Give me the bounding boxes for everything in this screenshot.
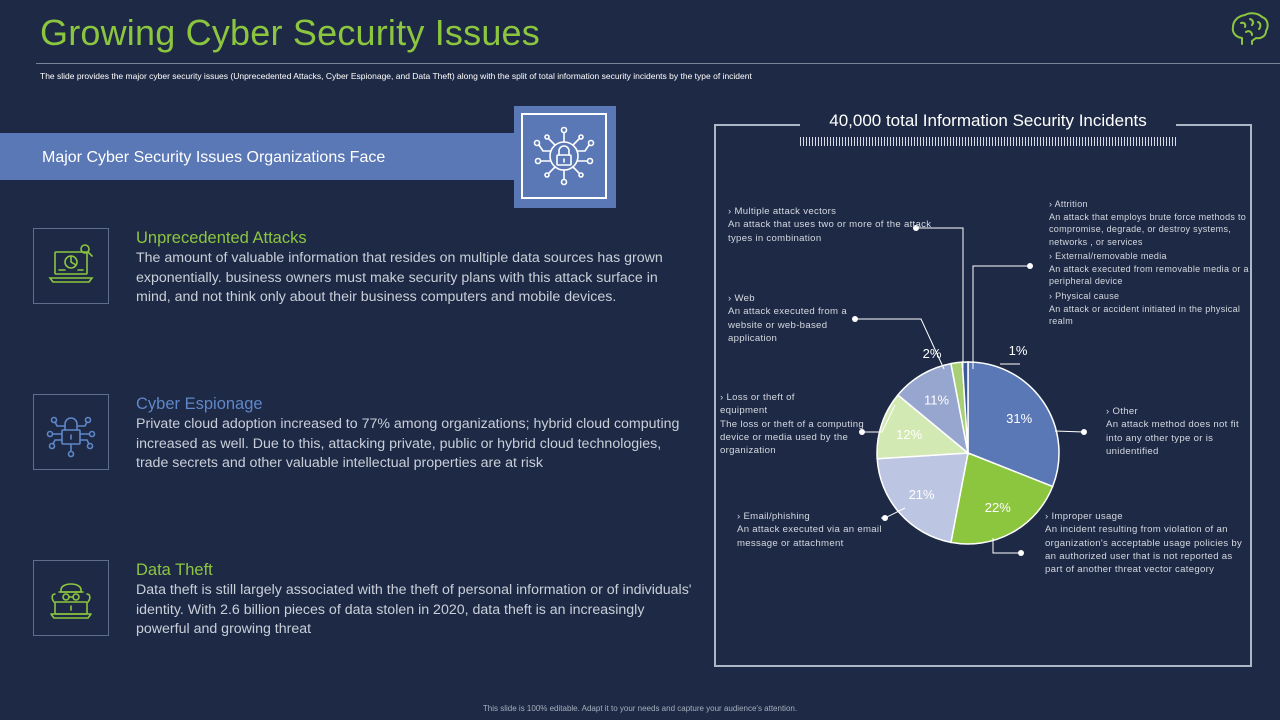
- annotation-improper: [1045, 510, 1245, 576]
- annotation-external: [1049, 250, 1251, 288]
- slide-footer: This slide is 100% editable. Adapt it to your needs and capture your audience's attention.: [482, 704, 798, 713]
- connector-web: [855, 319, 944, 369]
- annotation-loss-head: › Loss or theft of equipment: [720, 392, 795, 417]
- annotation-improper-body: An incident resulting from violation of an organization's acceptable usage policies by an authorized user that is not reported as part of another threat vector category: [1045, 524, 1243, 576]
- annotation-web-body: An attack executed from a website or web-based application: [728, 306, 847, 344]
- pie-label-email-phishing: 21%: [908, 486, 935, 502]
- annotation-email-body: An attack executed via an email message or attachment: [737, 524, 882, 549]
- annotation-web: [728, 292, 853, 345]
- pie-label-web: 11%: [923, 392, 950, 408]
- annotation-email-head: › Email/phishing: [737, 511, 811, 522]
- page-title: Growing Cyber Security Issues: [40, 12, 540, 53]
- annotation-email: [737, 510, 907, 550]
- issue-title-datatheft: Data Theft: [136, 561, 213, 579]
- annotation-attrition-head: › Attrition: [1049, 199, 1088, 209]
- annotation-physical-body: An attack or accident initiated in the physical realm: [1049, 303, 1241, 327]
- annotation-external-head: › External/removable media: [1049, 251, 1167, 261]
- issue-body-unprecedented: The amount of valuable information that resides on multiple data sources has grown exponentially. business owners must make security plans with this attack surface in mind, and not think only about their business computers and mobile devices.: [136, 250, 663, 305]
- annotation-attrition-body: An attack that employs brute force methods to compromise, degrade, or destroy systems, networks , or services: [1049, 211, 1247, 248]
- annotation-physical: [1049, 290, 1251, 328]
- connector-improper: [993, 538, 1021, 553]
- issue-body-datatheft: Data theft is still largely associated with the theft of personal information or of individuals' identity. With 2.6 billion pieces of data stolen in 2020, data theft is an increasingly powerful and growing threat: [136, 582, 692, 637]
- connector-other: [1055, 431, 1084, 432]
- chart-title: 40,000 total Information Security Incidents: [829, 111, 1147, 130]
- annotation-physical-head: › Physical cause: [1049, 291, 1120, 301]
- connector-dot-external: [1027, 263, 1033, 269]
- annotation-other: [1106, 405, 1251, 458]
- issue-title-unprecedented: Unprecedented Attacks: [136, 229, 307, 247]
- annotation-web-head: › Web: [728, 293, 755, 304]
- connector-dot-improper: [1018, 550, 1024, 556]
- annotation-external-body: An attack executed from removable media or a peripheral device: [1049, 263, 1249, 287]
- annotation-multiple-head: › Multiple attack vectors: [728, 206, 837, 217]
- annotation-improper-head: › Improper usage: [1045, 511, 1123, 522]
- annotation-loss-body: The loss or theft of a computing device or media used by the organization: [720, 418, 864, 457]
- annotation-loss: [720, 391, 865, 457]
- annotation-multiple: [728, 205, 938, 245]
- pie-label-attrition-external-removable-media-physical-cause: 1%: [1008, 343, 1028, 358]
- page-subtitle: The slide provides the major cyber security issues (Unprecedented Attacks, Cyber Espionage, and Data Theft) along with the split of total information security incidents by the type of incident: [40, 71, 752, 81]
- connector-dot-other: [1081, 429, 1087, 435]
- pie-label-improper-usage: 22%: [984, 500, 1011, 516]
- pie-label-multiple-attack-vectors: 2%: [922, 346, 942, 361]
- annotation-other-body: An attack method does not fit into any other type or is unidentified: [1106, 419, 1239, 457]
- pie-label-other: 31%: [1006, 411, 1033, 427]
- pie-label-loss-or-theft-of-equipment: 12%: [896, 426, 923, 442]
- annotation-attrition: [1049, 198, 1251, 249]
- issue-body-espionage: Private cloud adoption increased to 77% among organizations; hybrid cloud computing increased as well. Due to this, attacking private, public or hybrid cloud technologies, trade secrets and other valuable intellectual properties are at risk: [136, 416, 680, 471]
- issue-title-espionage: Cyber Espionage: [136, 395, 263, 413]
- annotation-other-head: › Other: [1106, 406, 1138, 417]
- banner-title: Major Cyber Security Issues Organizations Face: [42, 149, 386, 166]
- annotation-multiple-body: An attack that uses two or more of the attack types in combination: [728, 219, 932, 244]
